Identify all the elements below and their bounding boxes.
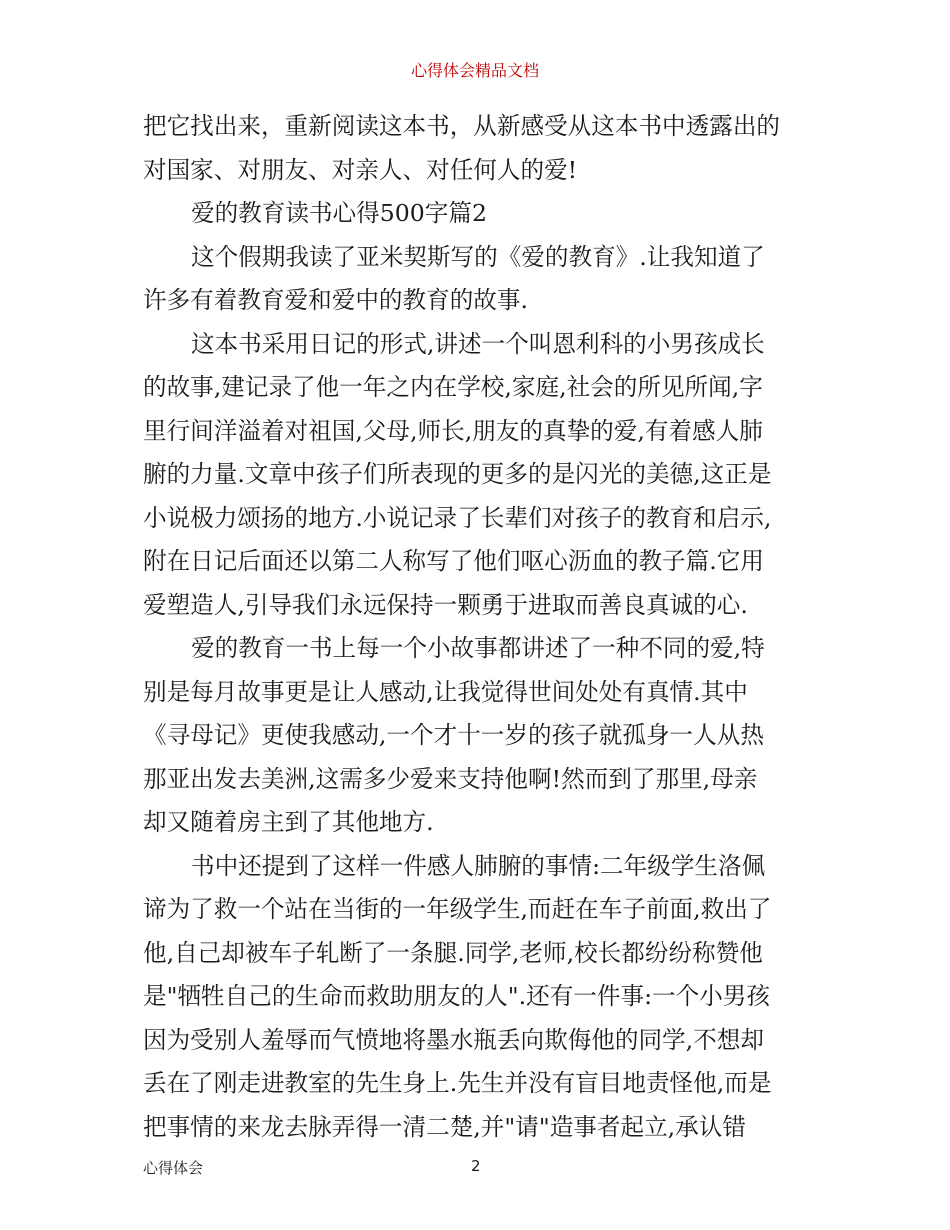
text-line: 小说极力颂扬的地方.小说记录了长辈们对孩子的教育和启示, xyxy=(143,503,772,532)
text-line: 却又随着房主到了其他地方. xyxy=(143,808,434,836)
text-line: 腑的力量.文章中孩子们所表现的更多的是闪光的美德,这正是 xyxy=(143,460,772,488)
text-line: 书中还提到了这样一件感人肺腑的事情:二年级学生洛佩 xyxy=(191,851,766,880)
text-line: 丢在了刚走进教室的先生身上.先生并没有盲目地责怪他,而是 xyxy=(143,1069,772,1097)
text-line: 附在日记后面还以第二人称写了他们呕心沥血的教子篇.它用 xyxy=(143,547,764,575)
document-header: 心得体会精品文档 xyxy=(410,61,539,80)
text-line: 别是每月故事更是让人感动,让我觉得世间处处有真情.其中 xyxy=(143,677,748,706)
page-number: 2 xyxy=(471,1157,481,1175)
text-line: 是"牺牲自己的生命而救助朋友的人".还有一件事:一个小男孩 xyxy=(143,982,770,1010)
document-body xyxy=(143,105,813,1149)
text-line: 因为受别人羞辱而气愤地将墨水瓶丢向欺侮他的同学,不想却 xyxy=(143,1025,764,1054)
text-line: 许多有着教育爱和爱中的教育的故事. xyxy=(143,286,528,314)
text-line: 爱的教育一书上每一个小故事都讲述了一种不同的爱,特 xyxy=(191,634,765,662)
text-line: 这个假期我读了亚米契斯写的《爱的教育》.让我知道了 xyxy=(191,242,765,271)
text-line: 里行间洋溢着对祖国,父母,师长,朋友的真挚的爱,有着感人肺 xyxy=(143,416,763,445)
text-line: 对国家、对朋友、对亲人、对任何人的爱! xyxy=(143,155,578,184)
text-line: 把事情的来龙去脉弄得一清二楚,并"请"造事者起立,承认错 xyxy=(143,1112,746,1141)
text-line: 他,自己却被车子轧断了一条腿.同学,老师,校长都纷纷称赞他 xyxy=(143,938,763,967)
text-line: 那亚出发去美洲,这需多少爱来支持他啊!然而到了那里,母亲 xyxy=(143,764,758,793)
text-line: 谛为了救一个站在当街的一年级学生,而赶在车子前面,救出了 xyxy=(143,895,772,923)
text-line: 爱塑造人,引导我们永远保持一颗勇于进取而善良真诚的心. xyxy=(143,590,748,619)
text-line: 爱的教育读书心得500字篇2 xyxy=(191,199,487,227)
text-line: 的故事,建记录了他一年之内在学校,家庭,社会的所见所闻,字 xyxy=(143,373,763,401)
text-line: 《寻母记》更使我感动,一个才十一岁的孩子就孤身一人从热 xyxy=(143,721,764,749)
text-line: 把它找出来，重新阅读这本书，从新感受从这本书中透露出的 xyxy=(143,112,781,140)
footer-label: 心得体会 xyxy=(143,1159,204,1177)
text-line: 这本书采用日记的形式,讲述一个叫恩利科的小男孩成长 xyxy=(191,329,765,358)
